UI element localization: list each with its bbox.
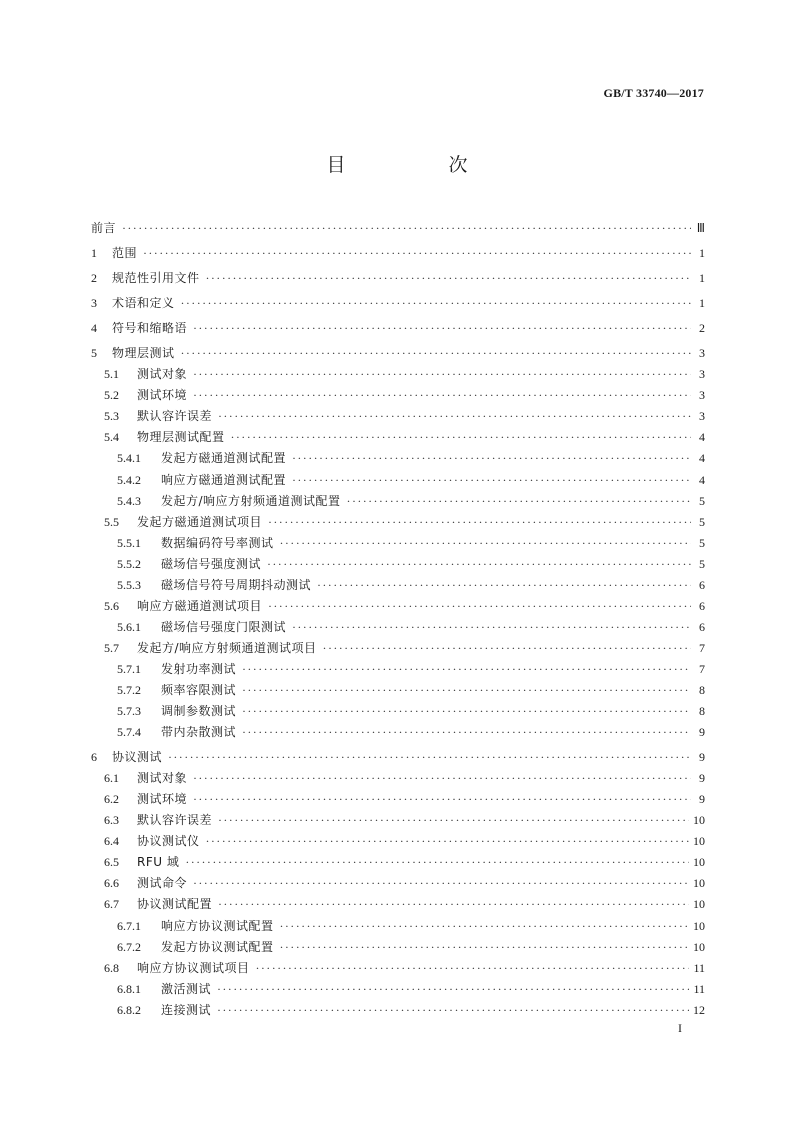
toc-entry-title: 默认容许误差: [137, 409, 213, 424]
toc-entry-title: 范围: [112, 246, 138, 261]
toc-entry-number: 6.8.1: [117, 981, 141, 996]
toc-entry-title: 带内杂散测试: [161, 725, 237, 740]
toc-entry-number: 3: [91, 296, 97, 311]
toc-entry-page: 6: [699, 577, 705, 592]
toc-entry-number: 5.7.2: [117, 682, 141, 697]
dot-leader: [242, 701, 691, 722]
toc-entry-title: 前言: [91, 221, 117, 235]
dot-leader: [193, 318, 691, 339]
dot-leader: [143, 243, 691, 264]
toc-entry-number: 5.1: [104, 367, 119, 382]
toc-entry-page: 1: [699, 271, 705, 286]
dot-leader: [206, 831, 689, 852]
dot-leader: [218, 894, 689, 915]
toc-entry-page: Ⅲ: [696, 221, 705, 235]
toc-entry[interactable]: [91, 979, 705, 1000]
dot-leader: [267, 554, 691, 575]
toc-entry-page: 7: [699, 640, 705, 655]
toc-entry-number: 6.1: [104, 771, 119, 786]
toc-entry-number: 5.4.1: [117, 451, 141, 466]
page-number: I: [678, 1021, 682, 1035]
toc-entry-title: 物理层测试: [112, 346, 175, 361]
dot-leader: [292, 448, 691, 469]
toc-entry-number: 5.4.2: [117, 472, 141, 487]
toc-entry-title: 测试对象: [137, 367, 188, 382]
toc-entry-number: 5.5.2: [117, 556, 141, 571]
dot-leader: [280, 533, 691, 554]
toc-entry[interactable]: [91, 533, 705, 554]
toc-entry-page: 3: [699, 388, 705, 403]
toc-entry-number: 6.5: [104, 855, 119, 870]
dot-leader: [181, 343, 691, 364]
toc-entry-number: 1: [91, 246, 97, 261]
toc-entry-number: 6.7: [104, 897, 119, 912]
toc-entry[interactable]: [91, 491, 705, 512]
toc-entry-number: 5.4: [104, 430, 119, 445]
toc-entry-page: 1: [699, 296, 705, 311]
toc-entry-page: 1: [699, 246, 705, 261]
toc-entry-title: 默认容许误差: [137, 813, 213, 828]
toc-entry-page: 4: [699, 472, 705, 487]
dot-leader: [193, 789, 691, 810]
toc-entry[interactable]: [91, 916, 705, 937]
toc-entry-number: 6: [91, 750, 97, 765]
toc-entry-title: 响应方协议测试项目: [137, 960, 250, 975]
dot-leader: [242, 659, 691, 680]
toc-entry-number: 6.3: [104, 813, 119, 828]
toc-entry-title: 发起方/响应方射频通道测试项目: [137, 640, 317, 655]
toc-entry[interactable]: [91, 701, 705, 722]
toc-entry[interactable]: [91, 810, 705, 831]
toc-entry[interactable]: [91, 937, 705, 958]
toc-entry[interactable]: [91, 512, 705, 533]
toc-entry[interactable]: [91, 722, 705, 743]
toc-entry-page: 3: [699, 367, 705, 382]
toc-entry-number: 6.2: [104, 792, 119, 807]
dot-leader: [168, 747, 691, 768]
toc-entry-title: 协议测试仪: [137, 834, 200, 849]
toc-entry-page: 9: [699, 725, 705, 740]
toc-entry[interactable]: [91, 218, 705, 239]
toc-entry-title: 规范性引用文件: [112, 271, 200, 286]
toc-entry[interactable]: [91, 406, 705, 427]
toc-entry-number: 6.7.1: [117, 918, 141, 933]
toc-entry-title: 测试对象: [137, 771, 188, 786]
toc-entry-page: 8: [699, 682, 705, 697]
toc-entry-page: 2: [699, 321, 705, 336]
toc-entry-page: 11: [693, 981, 705, 996]
dot-leader: [206, 268, 691, 289]
dot-leader: [242, 722, 691, 743]
toc-entry-title: 协议测试: [112, 750, 163, 765]
toc-entry-number: 6.7.2: [117, 939, 141, 954]
toc-entry-page: 3: [699, 409, 705, 424]
dot-leader: [256, 958, 690, 979]
dot-leader: [280, 937, 689, 958]
dot-leader: [268, 512, 691, 533]
toc-entry-page: 10: [693, 876, 705, 891]
dot-leader: [181, 293, 691, 314]
dot-leader: [242, 680, 691, 701]
toc-entry-number: 5.3: [104, 409, 119, 424]
toc-entry-title: 测试环境: [137, 388, 188, 403]
toc-entry-page: 3: [699, 346, 705, 361]
dot-leader: [218, 810, 689, 831]
toc-entry-page: 4: [699, 451, 705, 466]
standard-code: GB/T 33740—2017: [603, 86, 704, 100]
toc-entry-page: 6: [699, 598, 705, 613]
dot-leader: [292, 470, 691, 491]
toc-entry-page: 12: [693, 1002, 705, 1017]
dot-leader: [347, 491, 691, 512]
toc-entry-page: 5: [699, 493, 705, 508]
toc-entry-number: 5.7.1: [117, 661, 141, 676]
toc-entry[interactable]: [91, 768, 705, 789]
toc-entry-title: 连接测试: [161, 1002, 212, 1017]
toc-entry-page: 9: [699, 771, 705, 786]
toc-entry-title: 协议测试配置: [137, 897, 213, 912]
dot-leader: [268, 596, 691, 617]
toc-entry-page: 9: [699, 750, 705, 765]
toc-entry[interactable]: [91, 873, 705, 894]
toc-entry[interactable]: [91, 617, 705, 638]
toc-entry-title: 磁场信号强度门限测试: [161, 619, 287, 634]
toc-entry-page: 8: [699, 704, 705, 719]
toc-entry[interactable]: [91, 448, 705, 469]
toc-entry-number: 5.2: [104, 388, 119, 403]
toc-entry-title: 响应方磁通道测试配置: [161, 472, 287, 487]
toc-entry[interactable]: [91, 554, 705, 575]
toc-entry[interactable]: [91, 638, 705, 659]
toc-entry-number: 5.5: [104, 514, 119, 529]
toc-entry-title: 磁场信号符号周期抖动测试: [161, 577, 312, 592]
toc-entry[interactable]: [91, 747, 705, 768]
toc-entry[interactable]: [91, 385, 705, 406]
toc-entry-title: 发起方磁通道测试项目: [137, 514, 263, 529]
toc-entry-number: 4: [91, 321, 97, 336]
toc-entry-title: 激活测试: [161, 981, 212, 996]
toc-entry-page: 10: [693, 939, 705, 954]
dot-leader: [185, 852, 689, 873]
toc-entry-number: 5.5.3: [117, 577, 141, 592]
toc-entry[interactable]: [91, 680, 705, 701]
dot-leader: [193, 364, 691, 385]
toc-entry-title: 发起方协议测试配置: [161, 939, 274, 954]
dot-leader: [323, 638, 691, 659]
toc-entry-number: 5.7: [104, 640, 119, 655]
toc-entry-page: 7: [699, 661, 705, 676]
toc-entry[interactable]: [91, 243, 705, 264]
toc-entry-title: 响应方磁通道测试项目: [137, 598, 263, 613]
toc-entry[interactable]: [91, 318, 705, 339]
toc-entry[interactable]: [91, 852, 705, 873]
toc-entry-number: 6.8: [104, 960, 119, 975]
toc-entry[interactable]: [91, 958, 705, 979]
toc-entry-number: 5.6: [104, 598, 119, 613]
toc-entry-title: 发起方磁通道测试配置: [161, 451, 287, 466]
dot-leader: [280, 916, 689, 937]
toc-entry-page: 5: [699, 535, 705, 550]
toc-entry[interactable]: [91, 427, 705, 448]
dot-leader: [217, 1000, 689, 1021]
dot-leader: [193, 385, 691, 406]
toc-entry-number: 5.5.1: [117, 535, 141, 550]
toc-entry-number: 6.8.2: [117, 1002, 141, 1017]
toc-entry-page: 10: [693, 813, 705, 828]
table-of-contents: [91, 218, 705, 1021]
toc-entry-title: 响应方协议测试配置: [161, 918, 274, 933]
dot-leader: [122, 218, 691, 239]
toc-entry-number: 2: [91, 271, 97, 286]
dot-leader: [317, 575, 691, 596]
toc-entry-number: 5.7.4: [117, 725, 141, 740]
toc-entry[interactable]: [91, 364, 705, 385]
toc-entry-title: 测试环境: [137, 792, 188, 807]
toc-entry-title: 物理层测试配置: [137, 430, 225, 445]
toc-entry[interactable]: [91, 831, 705, 852]
toc-entry-title: 发起方/响应方射频通道测试配置: [161, 493, 341, 508]
toc-entry-number: 5.7.3: [117, 704, 141, 719]
toc-entry-title: 发射功率测试: [161, 661, 237, 676]
toc-entry[interactable]: [91, 659, 705, 680]
toc-entry-number: 6.4: [104, 834, 119, 849]
toc-entry-page: 10: [693, 918, 705, 933]
toc-entry-number: 5.6.1: [117, 619, 141, 634]
dot-leader: [217, 979, 689, 1000]
dot-leader: [231, 427, 691, 448]
toc-entry-number: 5.4.3: [117, 493, 141, 508]
toc-entry-number: 6.6: [104, 876, 119, 891]
toc-entry-page: 4: [699, 430, 705, 445]
toc-entry[interactable]: [91, 1000, 705, 1021]
dot-leader: [193, 873, 689, 894]
dot-leader: [193, 768, 691, 789]
toc-entry[interactable]: [91, 596, 705, 617]
toc-entry-page: 9: [699, 792, 705, 807]
toc-entry-page: 10: [693, 834, 705, 849]
toc-entry-number: 5: [91, 346, 97, 361]
toc-entry-page: 6: [699, 619, 705, 634]
toc-entry-title: 调制参数测试: [161, 704, 237, 719]
toc-entry[interactable]: [91, 575, 705, 596]
toc-entry-page: 5: [699, 514, 705, 529]
toc-entry[interactable]: [91, 343, 705, 364]
dot-leader: [218, 406, 691, 427]
toc-entry-title: 磁场信号强度测试: [161, 556, 262, 571]
toc-entry-page: 10: [693, 897, 705, 912]
page-title: 目 次: [326, 154, 510, 176]
toc-entry-title: 测试命令: [137, 876, 188, 891]
toc-entry[interactable]: [91, 293, 705, 314]
toc-entry-title: 数据编码符号率测试: [161, 535, 274, 550]
toc-entry[interactable]: [91, 268, 705, 289]
toc-entry-title: RFU 域: [137, 855, 180, 870]
toc-entry[interactable]: [91, 470, 705, 491]
toc-entry[interactable]: [91, 894, 705, 915]
toc-entry-title: 符号和缩略语: [112, 321, 188, 336]
toc-entry[interactable]: [91, 789, 705, 810]
toc-entry-title: 术语和定义: [112, 296, 175, 311]
dot-leader: [292, 617, 691, 638]
toc-entry-title: 频率容限测试: [161, 682, 237, 697]
toc-entry-page: 5: [699, 556, 705, 571]
toc-entry-page: 10: [693, 855, 705, 870]
toc-entry-page: 11: [693, 960, 705, 975]
